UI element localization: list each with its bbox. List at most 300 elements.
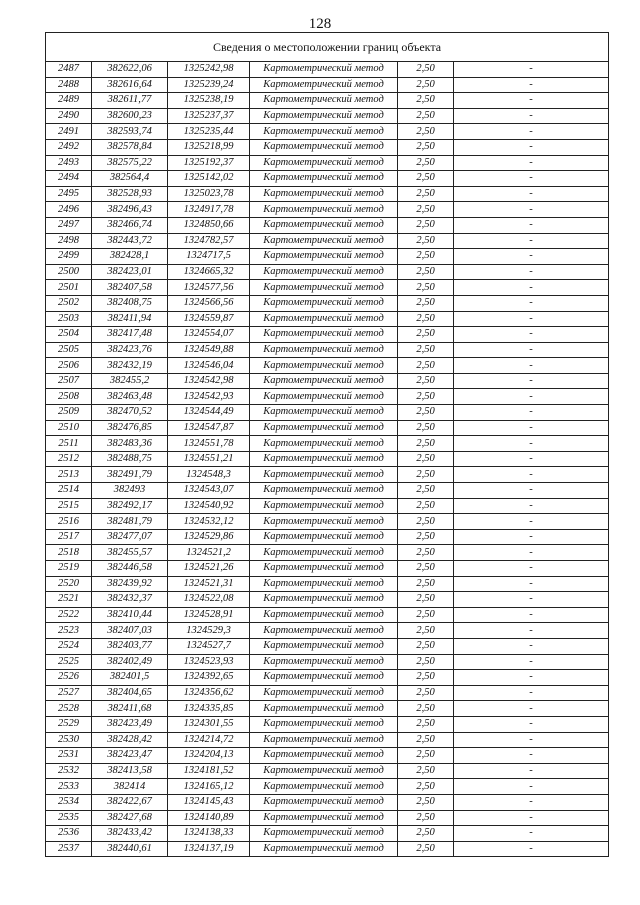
- point-number-cell: 2520: [46, 576, 92, 592]
- description-cell: -: [454, 436, 609, 452]
- y-coordinate-cell: 1325218,99: [168, 139, 250, 155]
- table-row: [46, 405, 609, 421]
- point-number-cell: 2509: [46, 405, 92, 421]
- y-coordinate-cell: 1325239,24: [168, 77, 250, 93]
- x-coordinate-cell: 382427,68: [92, 810, 168, 826]
- accuracy-cell: 2,50: [398, 77, 454, 93]
- y-coordinate-cell: 1324521,26: [168, 561, 250, 577]
- y-coordinate-cell: 1324546,04: [168, 358, 250, 374]
- accuracy-cell: 2,50: [398, 389, 454, 405]
- y-coordinate-cell: 1324521,31: [168, 576, 250, 592]
- method-cell: Картометрический метод: [250, 810, 398, 826]
- description-cell: -: [454, 108, 609, 124]
- description-cell: -: [454, 498, 609, 514]
- table-row: [46, 295, 609, 311]
- point-number-cell: 2488: [46, 77, 92, 93]
- accuracy-cell: 2,50: [398, 545, 454, 561]
- x-coordinate-cell: 382407,03: [92, 623, 168, 639]
- accuracy-cell: 2,50: [398, 342, 454, 358]
- accuracy-cell: 2,50: [398, 249, 454, 265]
- accuracy-cell: 2,50: [398, 592, 454, 608]
- x-coordinate-cell: 382446,58: [92, 561, 168, 577]
- table-row: [46, 623, 609, 639]
- x-coordinate-cell: 382411,94: [92, 311, 168, 327]
- point-number-cell: 2528: [46, 701, 92, 717]
- method-cell: Картометрический метод: [250, 171, 398, 187]
- description-cell: -: [454, 233, 609, 249]
- method-cell: Картометрический метод: [250, 420, 398, 436]
- method-cell: Картометрический метод: [250, 295, 398, 311]
- method-cell: Картометрический метод: [250, 93, 398, 109]
- x-coordinate-cell: 382476,85: [92, 420, 168, 436]
- table-row: [46, 514, 609, 530]
- table-row: [46, 654, 609, 670]
- point-number-cell: 2489: [46, 93, 92, 109]
- accuracy-cell: 2,50: [398, 701, 454, 717]
- y-coordinate-cell: 1324165,12: [168, 779, 250, 795]
- table-row: [46, 264, 609, 280]
- accuracy-cell: 2,50: [398, 794, 454, 810]
- y-coordinate-cell: 1324543,07: [168, 483, 250, 499]
- table-row: [46, 716, 609, 732]
- point-number-cell: 2492: [46, 139, 92, 155]
- description-cell: -: [454, 342, 609, 358]
- x-coordinate-cell: 382440,61: [92, 841, 168, 857]
- point-number-cell: 2523: [46, 623, 92, 639]
- y-coordinate-cell: 1324521,2: [168, 545, 250, 561]
- x-coordinate-cell: 382423,01: [92, 264, 168, 280]
- accuracy-cell: 2,50: [398, 186, 454, 202]
- method-cell: Картометрический метод: [250, 701, 398, 717]
- x-coordinate-cell: 382600,23: [92, 108, 168, 124]
- point-number-cell: 2508: [46, 389, 92, 405]
- description-cell: -: [454, 701, 609, 717]
- accuracy-cell: 2,50: [398, 810, 454, 826]
- y-coordinate-cell: 1325237,37: [168, 108, 250, 124]
- y-coordinate-cell: 1324548,3: [168, 467, 250, 483]
- accuracy-cell: 2,50: [398, 561, 454, 577]
- method-cell: Картометрический метод: [250, 763, 398, 779]
- table-row: [46, 592, 609, 608]
- accuracy-cell: 2,50: [398, 280, 454, 296]
- table-row: [46, 810, 609, 826]
- method-cell: Картометрический метод: [250, 249, 398, 265]
- x-coordinate-cell: 382463,48: [92, 389, 168, 405]
- point-number-cell: 2506: [46, 358, 92, 374]
- description-cell: -: [454, 155, 609, 171]
- accuracy-cell: 2,50: [398, 295, 454, 311]
- method-cell: Картометрический метод: [250, 373, 398, 389]
- table-row: [46, 483, 609, 499]
- x-coordinate-cell: 382477,07: [92, 529, 168, 545]
- table-header-row: [46, 33, 609, 62]
- x-coordinate-cell: 382466,74: [92, 217, 168, 233]
- description-cell: -: [454, 779, 609, 795]
- table-row: [46, 108, 609, 124]
- x-coordinate-cell: 382611,77: [92, 93, 168, 109]
- description-cell: -: [454, 514, 609, 530]
- x-coordinate-cell: 382616,64: [92, 77, 168, 93]
- description-cell: -: [454, 841, 609, 857]
- y-coordinate-cell: 1325023,78: [168, 186, 250, 202]
- point-number-cell: 2519: [46, 561, 92, 577]
- method-cell: Картометрический метод: [250, 62, 398, 78]
- y-coordinate-cell: 1324392,65: [168, 670, 250, 686]
- point-number-cell: 2532: [46, 763, 92, 779]
- y-coordinate-cell: 1324335,85: [168, 701, 250, 717]
- description-cell: -: [454, 810, 609, 826]
- boundary-table: [45, 32, 609, 857]
- x-coordinate-cell: 382470,52: [92, 405, 168, 421]
- accuracy-cell: 2,50: [398, 638, 454, 654]
- point-number-cell: 2515: [46, 498, 92, 514]
- table-row: [46, 311, 609, 327]
- accuracy-cell: 2,50: [398, 763, 454, 779]
- y-coordinate-cell: 1324181,52: [168, 763, 250, 779]
- point-number-cell: 2516: [46, 514, 92, 530]
- method-cell: Картометрический метод: [250, 638, 398, 654]
- x-coordinate-cell: 382423,49: [92, 716, 168, 732]
- description-cell: -: [454, 607, 609, 623]
- description-cell: -: [454, 186, 609, 202]
- accuracy-cell: 2,50: [398, 358, 454, 374]
- description-cell: -: [454, 420, 609, 436]
- x-coordinate-cell: 382483,36: [92, 436, 168, 452]
- method-cell: Картометрический метод: [250, 124, 398, 140]
- accuracy-cell: 2,50: [398, 716, 454, 732]
- accuracy-cell: 2,50: [398, 654, 454, 670]
- description-cell: -: [454, 124, 609, 140]
- table-row: [46, 124, 609, 140]
- description-cell: -: [454, 716, 609, 732]
- table-title: Сведения о местоположении границ объекта: [46, 33, 609, 62]
- method-cell: Картометрический метод: [250, 77, 398, 93]
- point-number-cell: 2534: [46, 794, 92, 810]
- table-row: [46, 841, 609, 857]
- description-cell: -: [454, 545, 609, 561]
- accuracy-cell: 2,50: [398, 670, 454, 686]
- table-row: [46, 779, 609, 795]
- y-coordinate-cell: 1324559,87: [168, 311, 250, 327]
- x-coordinate-cell: 382401,5: [92, 670, 168, 686]
- description-cell: -: [454, 171, 609, 187]
- table-row: [46, 701, 609, 717]
- accuracy-cell: 2,50: [398, 576, 454, 592]
- description-cell: -: [454, 561, 609, 577]
- point-number-cell: 2504: [46, 327, 92, 343]
- point-number-cell: 2512: [46, 451, 92, 467]
- point-number-cell: 2521: [46, 592, 92, 608]
- accuracy-cell: 2,50: [398, 311, 454, 327]
- y-coordinate-cell: 1324547,87: [168, 420, 250, 436]
- method-cell: Картометрический метод: [250, 451, 398, 467]
- point-number-cell: 2527: [46, 685, 92, 701]
- method-cell: Картометрический метод: [250, 685, 398, 701]
- y-coordinate-cell: 1324782,57: [168, 233, 250, 249]
- y-coordinate-cell: 1324540,92: [168, 498, 250, 514]
- point-number-cell: 2510: [46, 420, 92, 436]
- x-coordinate-cell: 382423,47: [92, 748, 168, 764]
- point-number-cell: 2537: [46, 841, 92, 857]
- point-number-cell: 2490: [46, 108, 92, 124]
- method-cell: Картометрический метод: [250, 311, 398, 327]
- method-cell: Картометрический метод: [250, 748, 398, 764]
- method-cell: Картометрический метод: [250, 514, 398, 530]
- point-number-cell: 2491: [46, 124, 92, 140]
- accuracy-cell: 2,50: [398, 436, 454, 452]
- accuracy-cell: 2,50: [398, 93, 454, 109]
- table-row: [46, 748, 609, 764]
- x-coordinate-cell: 382455,2: [92, 373, 168, 389]
- y-coordinate-cell: 1324214,72: [168, 732, 250, 748]
- description-cell: -: [454, 638, 609, 654]
- point-number-cell: 2536: [46, 826, 92, 842]
- description-cell: -: [454, 217, 609, 233]
- description-cell: -: [454, 483, 609, 499]
- table-row: [46, 62, 609, 78]
- point-number-cell: 2513: [46, 467, 92, 483]
- y-coordinate-cell: 1324665,32: [168, 264, 250, 280]
- table-row: [46, 670, 609, 686]
- method-cell: Картометрический метод: [250, 467, 398, 483]
- y-coordinate-cell: 1324523,93: [168, 654, 250, 670]
- x-coordinate-cell: 382593,74: [92, 124, 168, 140]
- description-cell: -: [454, 202, 609, 218]
- y-coordinate-cell: 1325235,44: [168, 124, 250, 140]
- description-cell: -: [454, 576, 609, 592]
- x-coordinate-cell: 382417,48: [92, 327, 168, 343]
- page-number: 128: [308, 16, 332, 32]
- table-row: [46, 389, 609, 405]
- method-cell: Картометрический метод: [250, 826, 398, 842]
- point-number-cell: 2531: [46, 748, 92, 764]
- description-cell: -: [454, 295, 609, 311]
- description-cell: -: [454, 623, 609, 639]
- point-number-cell: 2518: [46, 545, 92, 561]
- table-row: [46, 373, 609, 389]
- y-coordinate-cell: 1324532,12: [168, 514, 250, 530]
- accuracy-cell: 2,50: [398, 748, 454, 764]
- y-coordinate-cell: 1324138,33: [168, 826, 250, 842]
- description-cell: -: [454, 77, 609, 93]
- table-row: [46, 436, 609, 452]
- method-cell: Картометрический метод: [250, 592, 398, 608]
- method-cell: Картометрический метод: [250, 529, 398, 545]
- x-coordinate-cell: 382443,72: [92, 233, 168, 249]
- x-coordinate-cell: 382455,57: [92, 545, 168, 561]
- description-cell: -: [454, 732, 609, 748]
- point-number-cell: 2503: [46, 311, 92, 327]
- accuracy-cell: 2,50: [398, 171, 454, 187]
- method-cell: Картометрический метод: [250, 498, 398, 514]
- table-row: [46, 327, 609, 343]
- x-coordinate-cell: 382493: [92, 483, 168, 499]
- x-coordinate-cell: 382432,37: [92, 592, 168, 608]
- description-cell: -: [454, 794, 609, 810]
- accuracy-cell: 2,50: [398, 155, 454, 171]
- accuracy-cell: 2,50: [398, 529, 454, 545]
- table-row: [46, 561, 609, 577]
- point-number-cell: 2533: [46, 779, 92, 795]
- description-cell: -: [454, 373, 609, 389]
- table-row: [46, 529, 609, 545]
- accuracy-cell: 2,50: [398, 467, 454, 483]
- method-cell: Картометрический метод: [250, 436, 398, 452]
- method-cell: Картометрический метод: [250, 389, 398, 405]
- method-cell: Картометрический метод: [250, 654, 398, 670]
- point-number-cell: 2502: [46, 295, 92, 311]
- method-cell: Картометрический метод: [250, 561, 398, 577]
- x-coordinate-cell: 382403,77: [92, 638, 168, 654]
- method-cell: Картометрический метод: [250, 670, 398, 686]
- method-cell: Картометрический метод: [250, 483, 398, 499]
- y-coordinate-cell: 1324356,62: [168, 685, 250, 701]
- x-coordinate-cell: 382622,06: [92, 62, 168, 78]
- table-row: [46, 77, 609, 93]
- table-row: [46, 202, 609, 218]
- method-cell: Картометрический метод: [250, 732, 398, 748]
- method-cell: Картометрический метод: [250, 155, 398, 171]
- point-number-cell: 2487: [46, 62, 92, 78]
- method-cell: Картометрический метод: [250, 794, 398, 810]
- table-row: [46, 249, 609, 265]
- method-cell: Картометрический метод: [250, 342, 398, 358]
- accuracy-cell: 2,50: [398, 420, 454, 436]
- point-number-cell: 2535: [46, 810, 92, 826]
- y-coordinate-cell: 1324551,78: [168, 436, 250, 452]
- x-coordinate-cell: 382422,67: [92, 794, 168, 810]
- point-number-cell: 2522: [46, 607, 92, 623]
- method-cell: Картометрический метод: [250, 139, 398, 155]
- x-coordinate-cell: 382423,76: [92, 342, 168, 358]
- y-coordinate-cell: 1324301,55: [168, 716, 250, 732]
- y-coordinate-cell: 1324566,56: [168, 295, 250, 311]
- table-row: [46, 732, 609, 748]
- accuracy-cell: 2,50: [398, 124, 454, 140]
- y-coordinate-cell: 1324577,56: [168, 280, 250, 296]
- x-coordinate-cell: 382402,49: [92, 654, 168, 670]
- table-row: [46, 280, 609, 296]
- table-row: [46, 420, 609, 436]
- table-row: [46, 217, 609, 233]
- table-row: [46, 576, 609, 592]
- table-row: [46, 467, 609, 483]
- accuracy-cell: 2,50: [398, 685, 454, 701]
- x-coordinate-cell: 382578,84: [92, 139, 168, 155]
- description-cell: -: [454, 529, 609, 545]
- y-coordinate-cell: 1324717,5: [168, 249, 250, 265]
- method-cell: Картометрический метод: [250, 186, 398, 202]
- description-cell: -: [454, 763, 609, 779]
- point-number-cell: 2494: [46, 171, 92, 187]
- table-row: [46, 233, 609, 249]
- accuracy-cell: 2,50: [398, 826, 454, 842]
- y-coordinate-cell: 1324551,21: [168, 451, 250, 467]
- y-coordinate-cell: 1324204,13: [168, 748, 250, 764]
- method-cell: Картометрический метод: [250, 202, 398, 218]
- y-coordinate-cell: 1324850,66: [168, 217, 250, 233]
- y-coordinate-cell: 1324137,19: [168, 841, 250, 857]
- table-row: [46, 342, 609, 358]
- x-coordinate-cell: 382404,65: [92, 685, 168, 701]
- point-number-cell: 2525: [46, 654, 92, 670]
- table-row: [46, 638, 609, 654]
- x-coordinate-cell: 382481,79: [92, 514, 168, 530]
- description-cell: -: [454, 93, 609, 109]
- method-cell: Картометрический метод: [250, 607, 398, 623]
- y-coordinate-cell: 1325142,02: [168, 171, 250, 187]
- y-coordinate-cell: 1324145,43: [168, 794, 250, 810]
- x-coordinate-cell: 382411,68: [92, 701, 168, 717]
- point-number-cell: 2498: [46, 233, 92, 249]
- description-cell: -: [454, 748, 609, 764]
- description-cell: -: [454, 139, 609, 155]
- y-coordinate-cell: 1324529,3: [168, 623, 250, 639]
- x-coordinate-cell: 382433,42: [92, 826, 168, 842]
- point-number-cell: 2497: [46, 217, 92, 233]
- x-coordinate-cell: 382488,75: [92, 451, 168, 467]
- accuracy-cell: 2,50: [398, 841, 454, 857]
- point-number-cell: 2514: [46, 483, 92, 499]
- point-number-cell: 2505: [46, 342, 92, 358]
- accuracy-cell: 2,50: [398, 483, 454, 499]
- description-cell: -: [454, 358, 609, 374]
- method-cell: Картометрический метод: [250, 264, 398, 280]
- x-coordinate-cell: 382413,58: [92, 763, 168, 779]
- table-row: [46, 498, 609, 514]
- point-number-cell: 2496: [46, 202, 92, 218]
- point-number-cell: 2517: [46, 529, 92, 545]
- method-cell: Картометрический метод: [250, 233, 398, 249]
- y-coordinate-cell: 1325242,98: [168, 62, 250, 78]
- table-row: [46, 155, 609, 171]
- accuracy-cell: 2,50: [398, 514, 454, 530]
- y-coordinate-cell: 1325238,19: [168, 93, 250, 109]
- table-row: [46, 794, 609, 810]
- accuracy-cell: 2,50: [398, 327, 454, 343]
- table-row: [46, 685, 609, 701]
- accuracy-cell: 2,50: [398, 373, 454, 389]
- x-coordinate-cell: 382428,42: [92, 732, 168, 748]
- description-cell: -: [454, 249, 609, 265]
- y-coordinate-cell: 1324140,89: [168, 810, 250, 826]
- x-coordinate-cell: 382528,93: [92, 186, 168, 202]
- point-number-cell: 2530: [46, 732, 92, 748]
- table-row: [46, 139, 609, 155]
- y-coordinate-cell: 1324528,91: [168, 607, 250, 623]
- point-number-cell: 2499: [46, 249, 92, 265]
- description-cell: -: [454, 264, 609, 280]
- x-coordinate-cell: 382432,19: [92, 358, 168, 374]
- description-cell: -: [454, 62, 609, 78]
- method-cell: Картометрический метод: [250, 623, 398, 639]
- y-coordinate-cell: 1324549,88: [168, 342, 250, 358]
- x-coordinate-cell: 382564,4: [92, 171, 168, 187]
- x-coordinate-cell: 382408,75: [92, 295, 168, 311]
- accuracy-cell: 2,50: [398, 779, 454, 795]
- point-number-cell: 2501: [46, 280, 92, 296]
- accuracy-cell: 2,50: [398, 732, 454, 748]
- method-cell: Картометрический метод: [250, 358, 398, 374]
- accuracy-cell: 2,50: [398, 217, 454, 233]
- method-cell: Картометрический метод: [250, 217, 398, 233]
- y-coordinate-cell: 1324544,49: [168, 405, 250, 421]
- table-row: [46, 826, 609, 842]
- y-coordinate-cell: 1324522,08: [168, 592, 250, 608]
- accuracy-cell: 2,50: [398, 607, 454, 623]
- accuracy-cell: 2,50: [398, 202, 454, 218]
- point-number-cell: 2511: [46, 436, 92, 452]
